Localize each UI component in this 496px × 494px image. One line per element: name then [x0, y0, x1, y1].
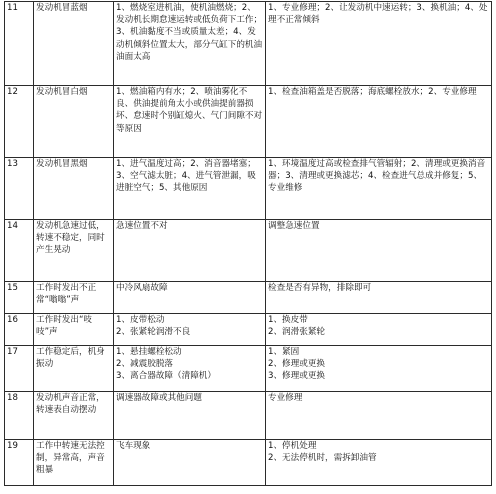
symptom-cell: 发动机冒白烟 [34, 86, 114, 158]
remedy-cell: 1、换皮带 2、润滑张紧轮 [266, 314, 492, 346]
remedy-cell: 检查是否有异物，排除即可 [266, 282, 492, 314]
table-row [5, 392, 492, 440]
table-row [5, 86, 492, 158]
row-number-cell: 13 [5, 158, 34, 220]
table-row [5, 282, 492, 314]
symptom-cell: 工作中转速无法控制，异常高，声音粗暴 [34, 440, 114, 486]
table-row [5, 220, 492, 282]
cause-cell: 1、悬挂螺栓松动 2、减震胶脱落 3、离合器故障（清障机） [114, 346, 266, 392]
cause-cell: 1、皮带松动 2、张紧轮润滑不良 [114, 314, 266, 346]
row-number-cell: 16 [5, 314, 34, 346]
symptom-cell: 工作时发出“吱吱”声 [34, 314, 114, 346]
row-number-cell: 17 [5, 346, 34, 392]
table-row [5, 2, 492, 86]
cause-cell: 1、进气温度过高；2、消音器堵塞；3、空气滤太脏；4、进气管泄漏，吸进脏空气；5、其他原因 [114, 158, 266, 220]
cause-cell: 1、燃油箱内有水；2、喷油雾化不良、供油提前角太小或供油提前器损坏、怠速时个别缸熄火、气门间隙不对等原因 [114, 86, 266, 158]
fault-troubleshooting-table [4, 1, 492, 486]
table-row [5, 440, 492, 486]
row-number-cell: 12 [5, 86, 34, 158]
cause-cell: 调速器故障或其他问题 [114, 392, 266, 440]
remedy-cell: 1、环境温度过高或检查排气管辐射；2、清理或更换消音器；3、清理或更换滤芯；4、检查进气总成并修复；5、专业维修 [266, 158, 492, 220]
symptom-cell: 发动机冒蓝烟 [34, 2, 114, 86]
table-row [5, 314, 492, 346]
remedy-cell: 1、专业修理；2、让发动机中速运转；3、换机油；4、处理不正常倾斜 [266, 2, 492, 86]
row-number-cell: 19 [5, 440, 34, 486]
remedy-cell: 1、检查油箱盖是否脱落；海底螺栓放水；2、专业修理 [266, 86, 492, 158]
symptom-cell: 发动机冒黑烟 [34, 158, 114, 220]
symptom-cell: 发动机声音正常，转速表自动摆动 [34, 392, 114, 440]
remedy-cell: 1、紧固 2、修理或更换 3、修理或更换 [266, 346, 492, 392]
remedy-cell: 1、停机处理 2、无法停机时，需拆卸油管 [266, 440, 492, 486]
table-body [5, 2, 492, 486]
symptom-cell: 发动机急速过低，转速不稳定，同时产生晃动 [34, 220, 114, 282]
cause-cell: 飞车现象 [114, 440, 266, 486]
symptom-cell: 工作稳定后，机身振动 [34, 346, 114, 392]
fault-table-page [4, 1, 492, 486]
row-number-cell: 14 [5, 220, 34, 282]
table-row [5, 346, 492, 392]
table-row [5, 158, 492, 220]
row-number-cell: 18 [5, 392, 34, 440]
remedy-cell: 调整急速位置 [266, 220, 492, 282]
row-number-cell: 15 [5, 282, 34, 314]
row-number-cell: 11 [5, 2, 34, 86]
cause-cell: 1、燃烧室进机油，使机油燃烧；2、发动机长期怠速运转或低负荷下工作；3、机油黏度不当或质量太差；4、发动机倾斜位置太大，部分气缸下的机油油面太高 [114, 2, 266, 86]
remedy-cell: 专业修理 [266, 392, 492, 440]
symptom-cell: 工作时发出不正常“嗡嗡”声 [34, 282, 114, 314]
cause-cell: 中冷风扇故障 [114, 282, 266, 314]
cause-cell: 急速位置不对 [114, 220, 266, 282]
